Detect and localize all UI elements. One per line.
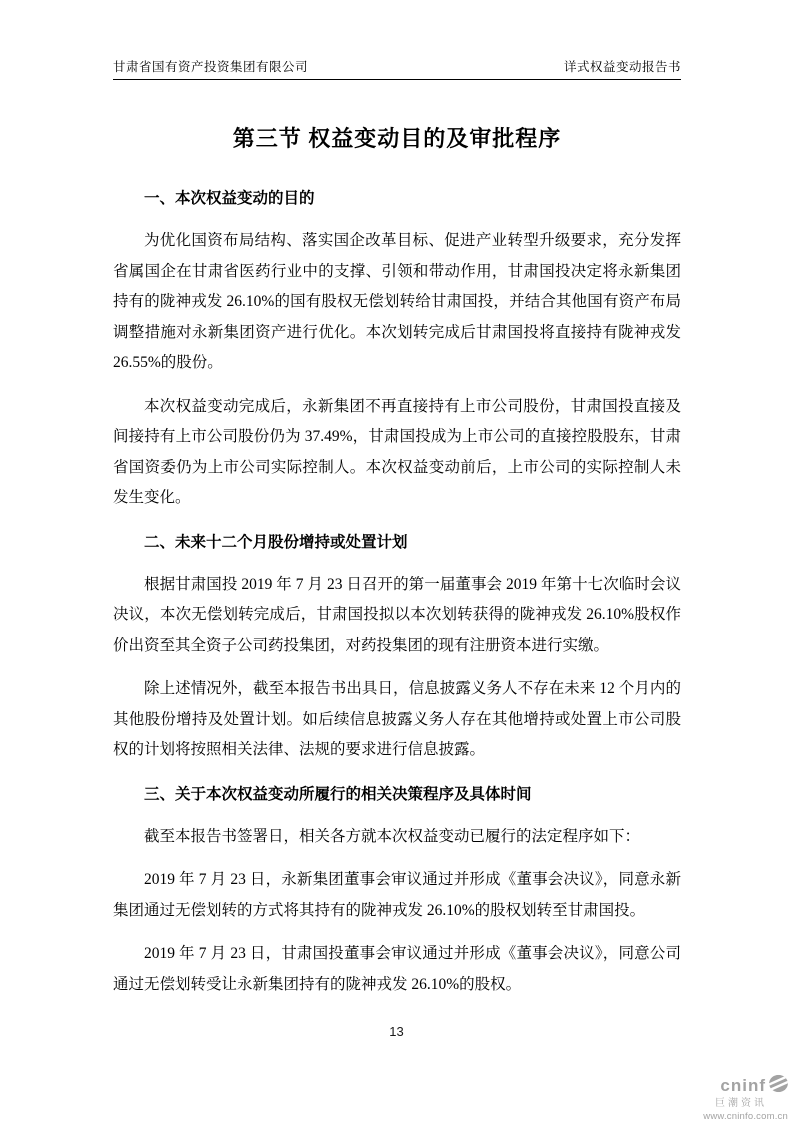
cninfo-brand-text: cninf (720, 1076, 766, 1095)
paragraph-plan-1: 根据甘肃国投 2019 年 7 月 23 日召开的第一届董事会 2019 年第十七次临时会议决议，本次无偿划转完成后，甘肃国投拟以本次划转获得的陇神戎发 26.10%股权作价出资至其全资子公司药投集团，对药投集团的现有注册资本进行实缴。 (113, 575, 681, 654)
header-report-type: 详式权益变动报告书 (563, 60, 681, 74)
paragraph-procedures-yongxin-resolution: 2019 年 7 月 23 日，永新集团董事会审议通过并形成《董事会决议》，同意永新集团通过无偿划转的方式将其持有的陇神戎发 26.10%的股权划转至甘肃国投。 (113, 871, 681, 919)
paragraph-purpose-1: 为优化国资布局结构、落实国企改革目标、促进产业转型升级要求，充分发挥省属国企在甘肃省医药行业中的支撑、引领和带动作用，甘肃国投决定将永新集团持有的陇神戎发 26.10%的国有股权无偿划转给甘肃国投，并结合其他国有资产布局调整措施对永新集团资产进行优化。本次划转完成后甘肃国投将直接持有陇神戎发 26.55%的股份。 (113, 232, 681, 371)
document-content (113, 122, 681, 1000)
paragraph-plan-2: 除上述情况外，截至本报告书出具日，信息披露义务人不存在未来 12 个月内的其他股份增持及处置计划。如后续信息披露义务人存在其他增持或处置上市公司股权的计划将按照相关法律、法规的要求进行信息披露。 (113, 680, 681, 758)
paragraph-purpose-2: 本次权益变动完成后，永新集团不再直接持有上市公司股份，甘肃国投直接及间接持有上市公司股份仍为 37.49%，甘肃国投成为上市公司的直接控股股东，甘肃省国资委仍为上市公司实际控制人。本次权益变动前后，上市公司的实际控制人未发生变化。 (113, 397, 681, 506)
heading-decision-procedures: 三、关于本次权益变动所履行的相关决策程序及具体时间 (144, 785, 532, 803)
page-header (113, 0, 681, 80)
paragraph-procedures-gansu-resolution: 2019 年 7 月 23 日，甘肃国投董事会审议通过并形成《董事会决议》，同意公司通过无偿划转受让永新集团持有的陇神戎发 26.10%的股权。 (113, 945, 681, 993)
cninfo-chinese-name: 巨潮资讯 (715, 1098, 767, 1109)
cninfo-swoosh-icon (768, 1074, 789, 1097)
cninfo-logo (659, 1074, 789, 1122)
cninfo-url: www.cninfo.com.cn (703, 1111, 788, 1122)
header-company-name: 甘肃省国有资产投资集团有限公司 (113, 60, 309, 74)
heading-purpose-of-equity-change: 一、本次权益变动的目的 (144, 190, 315, 207)
paragraph-procedures-intro: 截至本报告书签署日，相关各方就本次权益变动已履行的法定程序如下： (144, 827, 641, 845)
page-number: 13 (389, 1024, 404, 1039)
section-title: 第三节 权益变动目的及审批程序 (232, 126, 562, 151)
heading-future-12-month-plan: 二、未来十二个月股份增持或处置计划 (144, 533, 408, 551)
